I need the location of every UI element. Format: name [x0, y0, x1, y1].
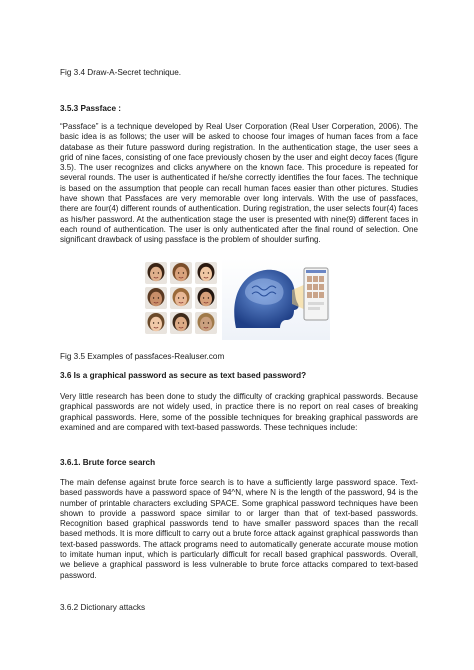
face-photo [195, 262, 217, 284]
face-photo [145, 262, 167, 284]
face-photo [170, 287, 192, 309]
face-photo [195, 312, 217, 334]
section-3-5-3-heading: 3.5.3 Passface : [60, 104, 121, 113]
face-photo [170, 312, 192, 334]
face-photo [170, 262, 192, 284]
face-photo [145, 287, 167, 309]
section-3-6-heading: 3.6 Is a graphical password as secure as text based password? [60, 371, 307, 380]
section-3-6-1-body: The main defense against brute force search is to have a sufficiently large password space. Text-based passwords have a password space of 94^N, where N is the length of the password, 94 is the number of printable characters excluding SPACE. Some graphical password techniques have been shown to provide a password space similar to or larger than that of text-based passwords. Recognition based graphical passwords tend to have smaller password spaces than the recall based methods. It is more difficult to carry out a brute force attack against graphical passwords than text-based passwords. The attack programs need to automatically generate accurate mouse motion to imitate human input, which is particularly difficult for recall based graphical passwords. Overall, we believe a graphical password is less vulnerable to brute force attacks compared to text-based password. [60, 478, 418, 580]
section-3-6-1-heading: 3.6.1. Brute force search [60, 458, 156, 467]
face-photo [145, 312, 167, 334]
section-3-6-body: Very little research has been done to study the difficulty of cracking graphical passwords. Because graphical passwords are not widely used, in practice there is no report on real cases of breaking graphical passwords. Here, some of the possible techniques for breaking graphical passwords are examined and are compared with text-based passwords. These techniques include: [60, 392, 418, 432]
fig-3-5-caption: Fig 3.5 Examples of passfaces-Realuser.com [60, 352, 225, 361]
passface-grid-image [145, 262, 217, 334]
section-3-5-3-body: “Passface” is a technique developed by Real User Corporation (Real User Corperation, 2006). The basic idea is as follows; the user will be asked to choose four images of human faces from a face database as their future password during registration. In the authentication stage, the user sees a grid of nine faces, consisting of one face previously chosen by the user and eight decoy faces (figure 3.5). The user recognizes and clicks anywhere on the known face. This procedure is repeated for several rounds. The user is authenticated if he/she correctly identifies the four faces. The technique is based on the assumption that people can recall human faces easier than other pictures. Studies have shown that Passfaces are very memorable over long intervals. With the use of passfaces, there are four(4) different rounds of authentication. During registration, the user selects four(4) faces as his/her password. At the authentication stage the user is presented with nine(9) different faces in each round of authentication. The user is only authenticated after the final round of selection. One significant drawback of using passface is the problem of shoulder surfing. [60, 122, 418, 245]
face-photo [195, 287, 217, 309]
fig-3-4-caption: Fig 3.4 Draw-A-Secret technique. [60, 68, 182, 77]
head-brain-screen-illustration [222, 258, 330, 340]
section-3-6-2-heading: 3.6.2 Dictionary attacks [60, 603, 146, 612]
